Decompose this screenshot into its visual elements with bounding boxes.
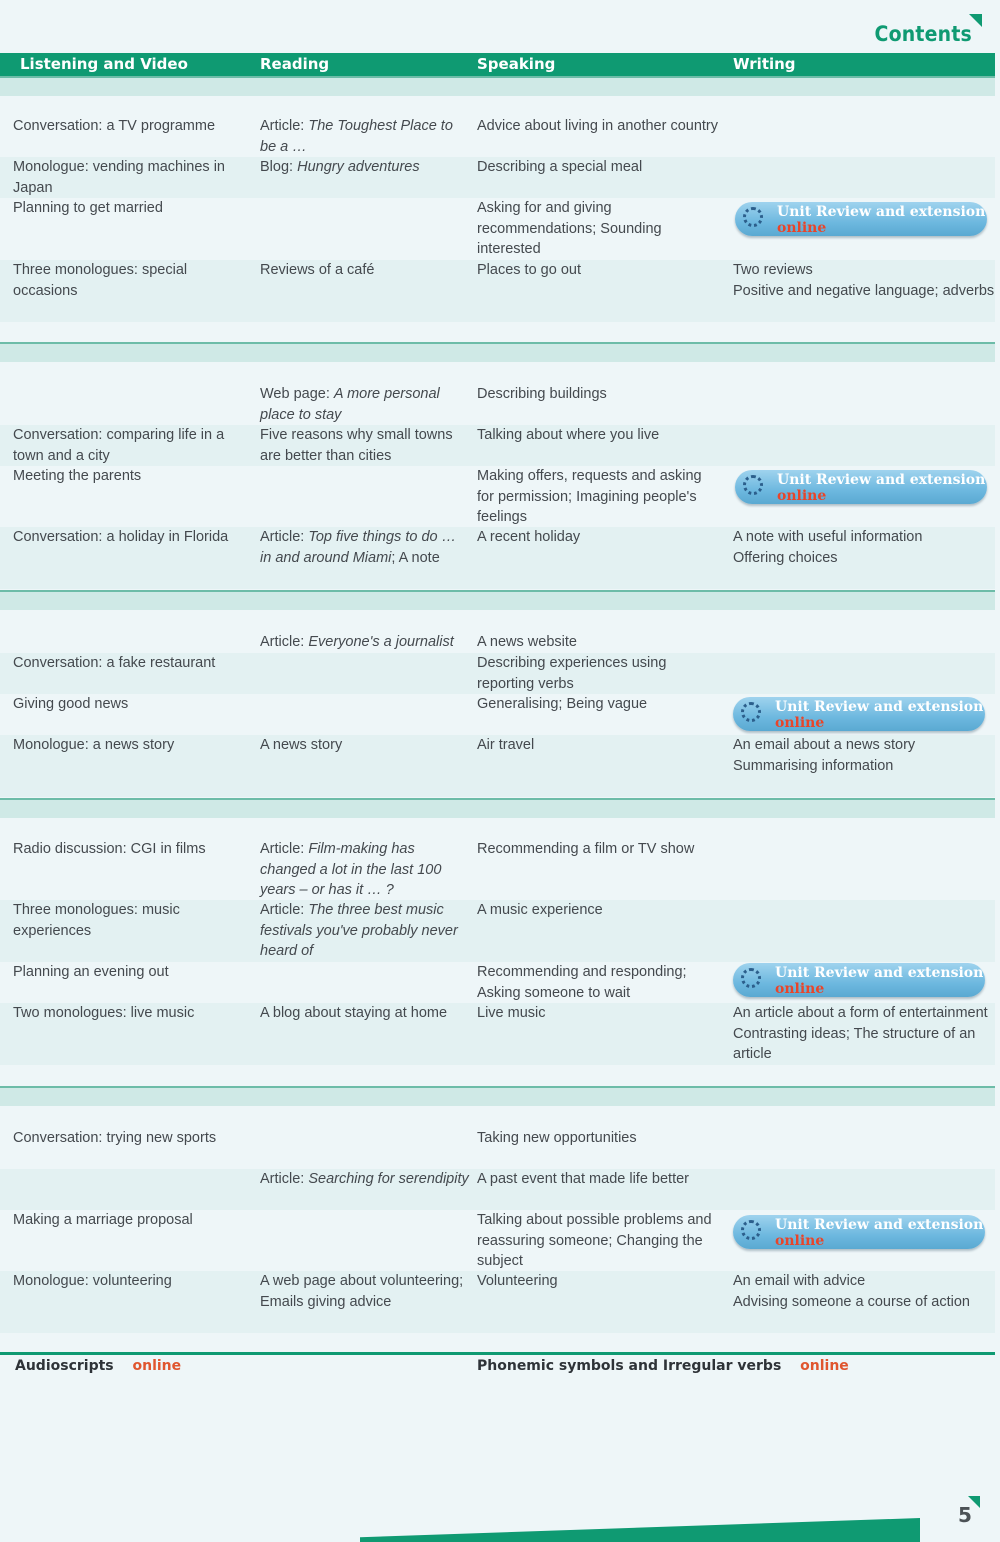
reading-cell: A web page about volunteering; Emails giving advice: [260, 1273, 464, 1310]
unit-review-online-label: online: [777, 488, 827, 504]
unit-review-label: Unit Review and extension: [777, 472, 986, 488]
listening-cell: Monologue: a news story: [13, 737, 175, 753]
unit-band: [0, 78, 995, 96]
reading-cell: Five reasons why small towns are better than cities: [260, 427, 453, 464]
writing-cell: An article about a form of entertainment Contrasting ideas; The structure of an article: [733, 1005, 988, 1062]
unit-review-online-button[interactable]: [733, 697, 985, 731]
speaking-cell: A music experience: [477, 902, 603, 918]
refresh-circle-icon: [743, 207, 763, 227]
unit-band: [0, 800, 995, 818]
unit-review-label: Unit Review and extension: [777, 204, 986, 220]
speaking-cell: Recommending a film or TV show: [477, 841, 695, 857]
listening-cell: Radio discussion: CGI in films: [13, 841, 206, 857]
speaking-cell: Talking about where you live: [477, 427, 660, 443]
column-header-writing: Writing: [733, 55, 796, 73]
table-row: [0, 632, 995, 653]
listening-cell: Three monologues: special occasions: [13, 262, 188, 299]
column-header-speaking: Speaking: [477, 55, 556, 73]
refresh-circle-icon: [741, 968, 761, 988]
listening-cell: Planning an evening out: [13, 964, 169, 980]
refresh-circle-icon: [743, 475, 763, 495]
reading-cell: Article: The Toughest Place to be a …: [260, 118, 453, 155]
table-row: [0, 1128, 995, 1169]
unit-band: [0, 344, 995, 362]
speaking-cell: Asking for and giving recommendations; Sounding interested: [477, 200, 662, 257]
reading-cell: Article: Top five things to do … in and around Miami; A note: [260, 529, 457, 566]
speaking-cell: A recent holiday: [477, 529, 581, 545]
speaking-cell: Describing experiences using reporting verbs: [477, 655, 667, 692]
writing-cell: Two reviews Positive and negative language; adverbs: [733, 262, 995, 299]
footer-phonemic: [477, 1358, 849, 1374]
reading-cell: Article: Film-making has changed a lot in the last 100 years – or has it … ?: [260, 841, 442, 898]
unit-review-online-label: online: [777, 220, 827, 236]
table-row: [0, 116, 995, 157]
reading-cell: A news story: [260, 737, 343, 753]
table-row: [0, 735, 995, 797]
listening-cell: Conversation: a fake restaurant: [13, 655, 216, 671]
speaking-cell: Recommending and responding; Asking someone to wait: [477, 964, 687, 1001]
unit-review-online-label: online: [775, 981, 825, 997]
unit-review-label: Unit Review and extension: [775, 965, 984, 981]
reading-cell: Web page: A more personal place to stay: [260, 386, 440, 423]
speaking-cell: Describing buildings: [477, 386, 607, 402]
writing-cell: An email about a news story Summarising information: [733, 737, 916, 774]
reading-cell: A blog about staying at home: [260, 1005, 448, 1021]
table-row: [0, 1169, 995, 1210]
bottom-decoration-bar: [360, 1518, 920, 1542]
unit-review-online-label: online: [775, 715, 825, 731]
unit-review-online-button[interactable]: [733, 963, 985, 997]
page-title: Contents: [874, 22, 972, 46]
table-row: [0, 839, 995, 901]
refresh-circle-icon: [741, 702, 761, 722]
column-header-bar: [0, 53, 995, 76]
listening-cell: Conversation: trying new sports: [13, 1130, 217, 1146]
speaking-cell: Live music: [477, 1005, 546, 1021]
refresh-circle-icon: [741, 1220, 761, 1240]
writing-cell: A note with useful information Offering choices: [733, 529, 923, 566]
speaking-cell: Making offers, requests and asking for permission; Imagining people's feelings: [477, 468, 702, 525]
audioscripts-online-link[interactable]: online: [132, 1358, 182, 1374]
listening-cell: Conversation: comparing life in a town and a city: [13, 427, 225, 464]
speaking-cell: Taking new opportunities: [477, 1130, 637, 1146]
speaking-cell: Describing a special meal: [477, 159, 643, 175]
reading-cell: Reviews of a café: [260, 262, 375, 278]
unit-review-online-label: online: [775, 1233, 825, 1249]
reading-cell: Article: The three best music festivals you've probably never heard of: [260, 902, 458, 959]
table-row: [0, 1271, 995, 1333]
unit-review-label: Unit Review and extension: [775, 699, 984, 715]
speaking-cell: Volunteering: [477, 1273, 558, 1289]
listening-cell: Conversation: a holiday in Florida: [13, 529, 229, 545]
unit-review-online-button[interactable]: [735, 202, 987, 236]
page-number: 5: [958, 1503, 972, 1527]
speaking-cell: A news website: [477, 634, 577, 650]
table-row: [0, 1003, 995, 1065]
listening-cell: Conversation: a TV programme: [13, 118, 216, 134]
footer-divider: [0, 1352, 995, 1355]
table-row: [0, 260, 995, 322]
unit-review-online-button[interactable]: [733, 1215, 985, 1249]
speaking-cell: Generalising; Being vague: [477, 696, 648, 712]
speaking-cell: Advice about living in another country: [477, 118, 719, 134]
speaking-cell: A past event that made life better: [477, 1171, 689, 1187]
table-row: [0, 157, 995, 198]
listening-cell: Three monologues: music experiences: [13, 902, 180, 939]
listening-cell: Meeting the parents: [13, 468, 142, 484]
column-header-reading: Reading: [260, 55, 330, 73]
listening-cell: Monologue: volunteering: [13, 1273, 172, 1289]
phonemic-online-link[interactable]: online: [800, 1358, 849, 1374]
table-row: [0, 653, 995, 694]
listening-cell: Planning to get married: [13, 200, 163, 216]
column-header-listening: Listening and Video: [20, 55, 188, 73]
listening-cell: Making a marriage proposal: [13, 1212, 193, 1228]
writing-cell: An email with advice Advising someone a course of action: [733, 1273, 970, 1310]
listening-cell: Giving good news: [13, 696, 129, 712]
reading-cell: Article: Everyone's a journalist: [260, 634, 454, 650]
listening-cell: Two monologues: live music: [13, 1005, 195, 1021]
phonemic-label: Phonemic symbols and Irregular verbs: [477, 1358, 782, 1374]
table-row: [0, 527, 995, 589]
reading-cell: Article: Searching for serendipity: [260, 1171, 469, 1187]
table-row: [0, 425, 995, 466]
listening-cell: Monologue: vending machines in Japan: [13, 159, 225, 196]
table-row: [0, 384, 995, 425]
unit-band: [0, 592, 995, 610]
reading-cell: Blog: Hungry adventures: [260, 159, 420, 175]
table-row: [0, 900, 995, 962]
speaking-cell: Talking about possible problems and reassuring someone; Changing the subject: [477, 1212, 712, 1269]
speaking-cell: Air travel: [477, 737, 535, 753]
unit-band: [0, 1088, 995, 1106]
audioscripts-label: Audioscripts: [15, 1358, 114, 1374]
footer-audioscripts: [15, 1358, 181, 1374]
unit-review-label: Unit Review and extension: [775, 1217, 984, 1233]
unit-review-online-button[interactable]: [735, 470, 987, 504]
speaking-cell: Places to go out: [477, 262, 581, 278]
